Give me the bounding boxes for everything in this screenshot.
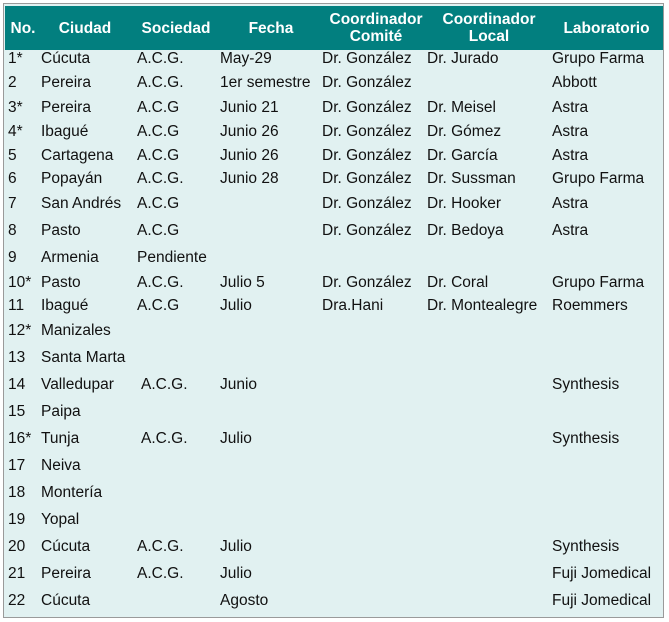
- cell-sociedad: A.C.G.: [141, 376, 188, 393]
- cell-fecha: May-29: [220, 50, 272, 67]
- table-row: [4, 563, 663, 585]
- table-row: [4, 320, 663, 342]
- cell-ciudad: Neiva: [41, 457, 81, 474]
- cell-coord-local: Dr. Montealegre: [427, 297, 538, 314]
- column-header-coord-comite: Coordinador Comité: [329, 11, 423, 45]
- table-row: [4, 428, 663, 450]
- cell-sociedad: A.C.G: [137, 99, 180, 116]
- cell-laboratorio: Abbott: [552, 74, 597, 91]
- cell-no: 17: [8, 457, 26, 474]
- cell-fecha: Junio 28: [220, 170, 279, 187]
- cell-no: 16*: [8, 430, 32, 447]
- cell-coord-comite: Dr. González: [322, 170, 412, 187]
- table-row: [4, 97, 663, 119]
- cell-sociedad: A.C.G.: [137, 74, 184, 91]
- table-row: [4, 455, 663, 477]
- cell-fecha: Junio 26: [220, 147, 279, 164]
- cell-coord-local: Dr. García: [427, 147, 498, 164]
- cell-no: 9: [8, 249, 17, 266]
- cell-no: 8: [8, 222, 17, 239]
- table-row: [4, 145, 663, 167]
- cell-fecha: Julio: [220, 297, 252, 314]
- column-header-no: No.: [10, 19, 36, 37]
- schedule-table: [3, 3, 664, 618]
- cell-no: 15: [8, 403, 26, 420]
- cell-ciudad: Ibagué: [41, 297, 89, 314]
- cell-no: 13: [8, 349, 26, 366]
- cell-laboratorio: Fuji Jomedical: [552, 565, 652, 582]
- table-row: [4, 72, 663, 94]
- table-row: [4, 590, 663, 612]
- cell-no: 3*: [8, 99, 23, 116]
- cell-coord-local: Dr. Meisel: [427, 99, 496, 116]
- table-row: [4, 121, 663, 143]
- cell-fecha: Junio 21: [220, 99, 279, 116]
- cell-coord-comite: Dr. González: [322, 195, 412, 212]
- cell-ciudad: Armenia: [41, 249, 99, 266]
- cell-laboratorio: Astra: [552, 123, 589, 140]
- cell-sociedad: Pendiente: [137, 249, 207, 266]
- cell-laboratorio: Fuji Jomedical: [552, 592, 652, 609]
- cell-no: 1*: [8, 50, 23, 67]
- cell-laboratorio: Astra: [552, 195, 589, 212]
- cell-no: 10*: [8, 274, 32, 291]
- cell-no: 6: [8, 170, 17, 187]
- cell-coord-local: Dr. Bedoya: [427, 222, 504, 239]
- cell-ciudad: Tunja: [41, 430, 80, 447]
- cell-laboratorio: Synthesis: [552, 376, 620, 393]
- cell-fecha: Julio: [220, 565, 252, 582]
- cell-fecha: Julio: [220, 538, 252, 555]
- cell-ciudad: Cúcuta: [41, 50, 91, 67]
- cell-no: 20: [8, 538, 26, 555]
- cell-laboratorio: Astra: [552, 147, 589, 164]
- cell-sociedad: A.C.G: [137, 123, 180, 140]
- table-row: [4, 168, 663, 190]
- cell-sociedad: A.C.G.: [137, 565, 184, 582]
- cell-coord-comite: Dr. González: [322, 222, 412, 239]
- cell-laboratorio: Astra: [552, 99, 589, 116]
- cell-no: 18: [8, 484, 26, 501]
- cell-ciudad: Pasto: [41, 274, 81, 291]
- cell-fecha: Julio: [220, 430, 252, 447]
- cell-fecha: Junio 26: [220, 123, 279, 140]
- column-header-ciudad: Ciudad: [58, 19, 112, 37]
- cell-ciudad: Pereira: [41, 565, 91, 582]
- cell-laboratorio: Grupo Farma: [552, 170, 645, 187]
- cell-laboratorio: Roemmers: [552, 297, 628, 314]
- cell-laboratorio: Synthesis: [552, 538, 620, 555]
- table-row: [4, 193, 663, 215]
- cell-coord-local: Dr. Sussman: [427, 170, 516, 187]
- cell-fecha: Agosto: [220, 592, 269, 609]
- cell-ciudad: Cúcuta: [41, 538, 91, 555]
- cell-fecha: 1er semestre: [220, 74, 311, 91]
- table-row: [4, 247, 663, 269]
- cell-sociedad: A.C.G: [137, 222, 180, 239]
- cell-coord-comite: Dr. González: [322, 50, 412, 67]
- table-row: [4, 220, 663, 242]
- cell-sociedad: A.C.G.: [137, 538, 184, 555]
- cell-fecha: Junio: [220, 376, 258, 393]
- cell-no: 14: [8, 376, 26, 393]
- cell-coord-local: Dr. Gómez: [427, 123, 502, 140]
- cell-ciudad: Manizales: [41, 322, 111, 339]
- table-row: [4, 401, 663, 423]
- cell-no: 5: [8, 147, 17, 164]
- table-row: [4, 509, 663, 531]
- cell-ciudad: Santa Marta: [41, 349, 126, 366]
- cell-laboratorio: Astra: [552, 222, 589, 239]
- cell-ciudad: Popayán: [41, 170, 103, 187]
- cell-sociedad: A.C.G: [137, 147, 180, 164]
- cell-coord-comite: Dr. González: [322, 123, 412, 140]
- table-row: [4, 295, 663, 317]
- column-header-sociedad: Sociedad: [141, 19, 211, 37]
- cell-ciudad: Valledupar: [41, 376, 114, 393]
- cell-sociedad: A.C.G: [137, 195, 180, 212]
- cell-laboratorio: Synthesis: [552, 430, 620, 447]
- table-row: [4, 374, 663, 396]
- cell-coord-comite: Dr. González: [322, 274, 412, 291]
- cell-no: 2: [8, 74, 17, 91]
- cell-fecha: Julio 5: [220, 274, 265, 291]
- cell-coord-local: Dr. Hooker: [427, 195, 502, 212]
- cell-no: 11: [8, 297, 25, 314]
- table-header: [5, 6, 663, 50]
- cell-laboratorio: Grupo Farma: [552, 50, 645, 67]
- cell-coord-comite: Dr. González: [322, 147, 412, 164]
- cell-ciudad: Cúcuta: [41, 592, 91, 609]
- cell-ciudad: Cartagena: [41, 147, 114, 164]
- column-header-fecha: Fecha: [248, 19, 294, 37]
- table-row: [4, 536, 663, 558]
- cell-ciudad: San Andrés: [41, 195, 122, 212]
- cell-ciudad: Montería: [41, 484, 103, 501]
- cell-no: 12*: [8, 322, 32, 339]
- column-header-coord-local: Coordinador Local: [442, 11, 536, 45]
- table-row: [4, 48, 663, 70]
- cell-coord-local: Dr. Coral: [427, 274, 489, 291]
- table-row: [4, 347, 663, 369]
- cell-no: 22: [8, 592, 26, 609]
- cell-ciudad: Pasto: [41, 222, 81, 239]
- cell-ciudad: Yopal: [41, 511, 80, 528]
- cell-no: 19: [8, 511, 26, 528]
- cell-laboratorio: Grupo Farma: [552, 274, 645, 291]
- cell-coord-comite: Dra.Hani: [322, 297, 384, 314]
- cell-sociedad: A.C.G.: [137, 170, 184, 187]
- cell-coord-comite: Dr. González: [322, 74, 412, 91]
- table-row: [4, 272, 663, 294]
- cell-ciudad: Pereira: [41, 74, 91, 91]
- cell-coord-local: Dr. Jurado: [427, 50, 499, 67]
- table-row: [4, 482, 663, 504]
- cell-no: 21: [8, 565, 26, 582]
- cell-ciudad: Paipa: [41, 403, 81, 420]
- column-header-laboratorio: Laboratorio: [563, 19, 650, 37]
- cell-ciudad: Ibagué: [41, 123, 89, 140]
- cell-sociedad: A.C.G.: [141, 430, 188, 447]
- cell-sociedad: A.C.G: [137, 297, 180, 314]
- cell-ciudad: Pereira: [41, 99, 91, 116]
- cell-sociedad: A.C.G.: [137, 274, 184, 291]
- cell-sociedad: A.C.G.: [137, 50, 184, 67]
- cell-no: 4*: [8, 123, 23, 140]
- cell-coord-comite: Dr. González: [322, 99, 412, 116]
- cell-no: 7: [8, 195, 17, 212]
